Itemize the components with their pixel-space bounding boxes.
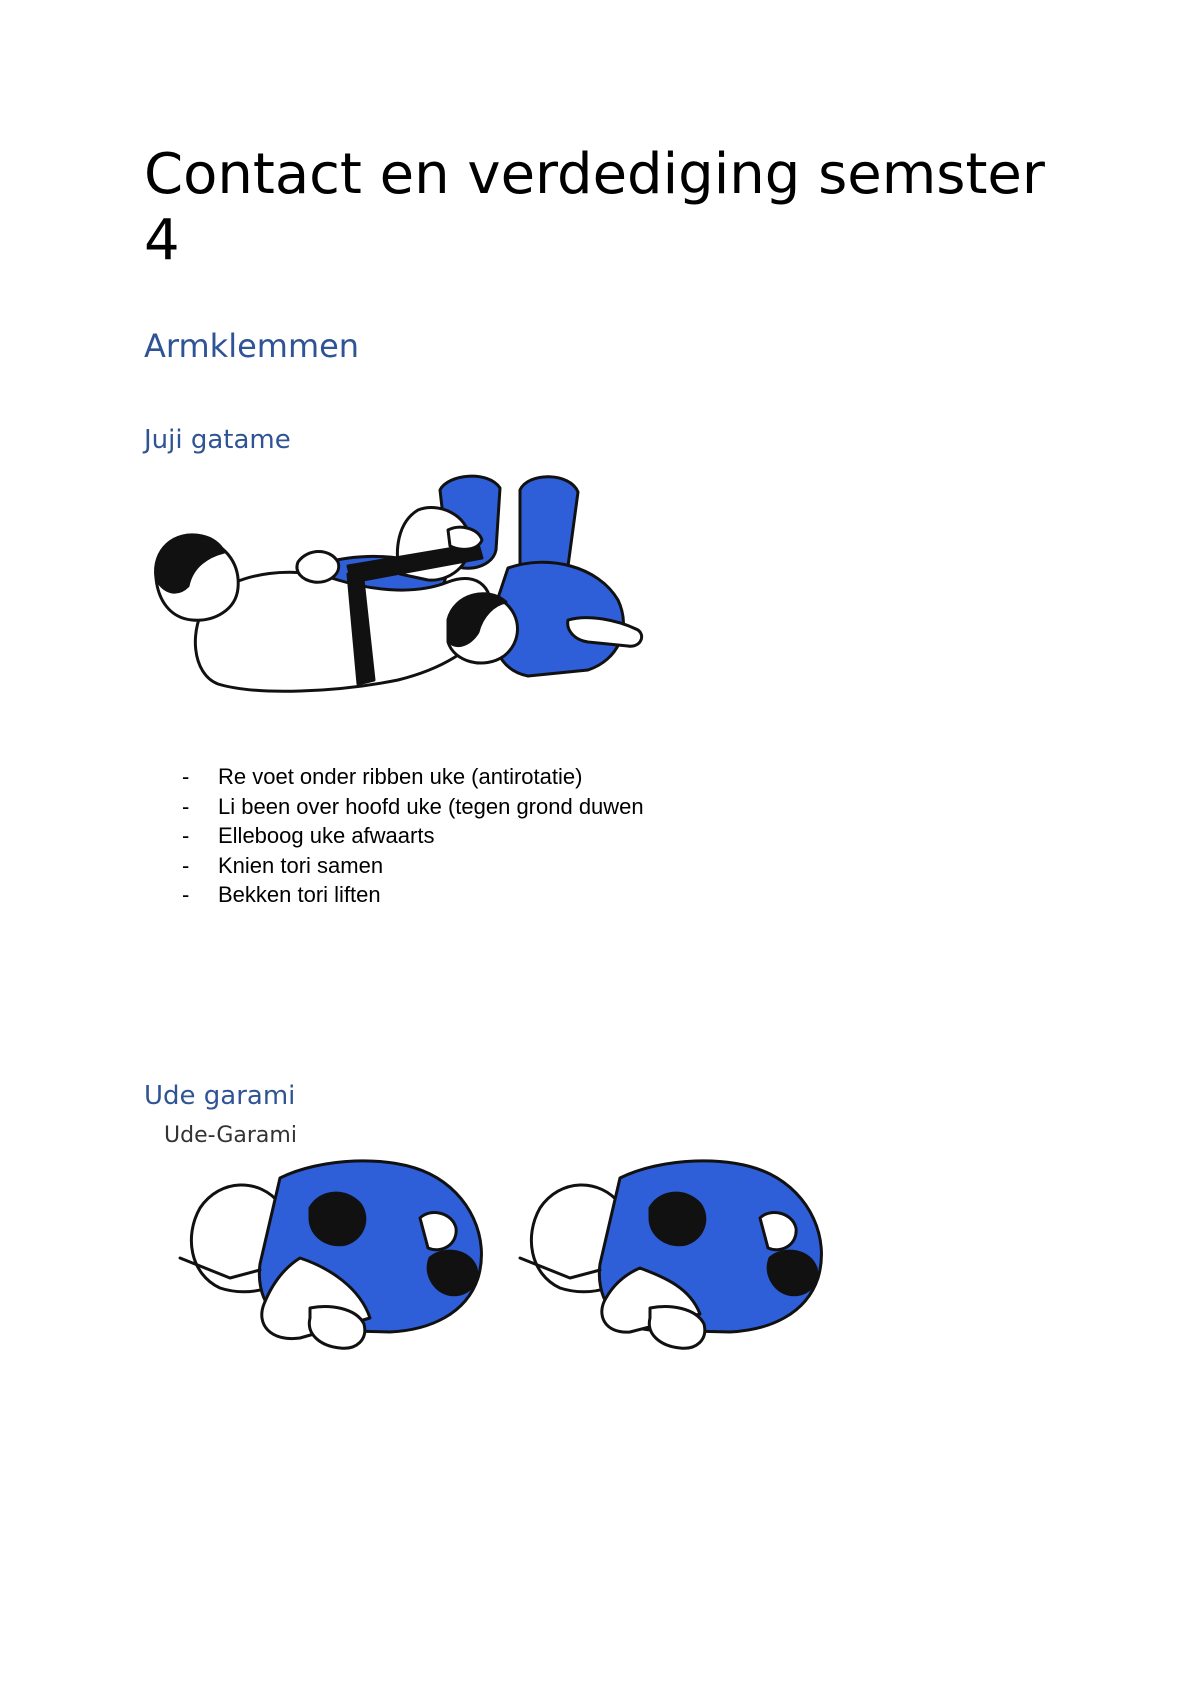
list-item bbox=[182, 851, 644, 881]
figure-caption: Ude-Garami bbox=[164, 1123, 297, 1148]
ude-garami-illustration bbox=[160, 1118, 880, 1380]
bullet-marker: - bbox=[182, 882, 190, 907]
list-item bbox=[182, 821, 644, 851]
list-item bbox=[182, 762, 644, 792]
list-item bbox=[182, 880, 644, 910]
document-title: Contact en verdediging semster 4 bbox=[144, 142, 1045, 273]
bullet-marker: - bbox=[182, 823, 190, 848]
ude-garami-figure-right bbox=[520, 1161, 821, 1348]
list-item-text: Elleboog uke afwaarts bbox=[218, 823, 435, 848]
ude-garami-figure-left bbox=[180, 1161, 481, 1348]
juji-gatame-illustration bbox=[148, 470, 664, 720]
list-item-text: Re voet onder ribben uke (antirotatie) bbox=[218, 764, 583, 789]
list-item-text: Bekken tori liften bbox=[218, 882, 381, 907]
list-item-text: Knien tori samen bbox=[218, 852, 384, 878]
list-item-text: Li been over hoofd uke (tegen grond duwen bbox=[218, 793, 644, 819]
technique-steps-list bbox=[182, 762, 644, 910]
bullet-marker: - bbox=[182, 793, 190, 819]
subsection-heading-juji-gatame: Juji gatame bbox=[144, 425, 291, 455]
list-item bbox=[182, 792, 644, 822]
subsection-heading-ude-garami: Ude garami bbox=[144, 1081, 296, 1111]
section-heading-armklemmen: Armklemmen bbox=[144, 327, 360, 365]
bullet-marker: - bbox=[182, 852, 190, 878]
bullet-marker: - bbox=[182, 764, 190, 789]
